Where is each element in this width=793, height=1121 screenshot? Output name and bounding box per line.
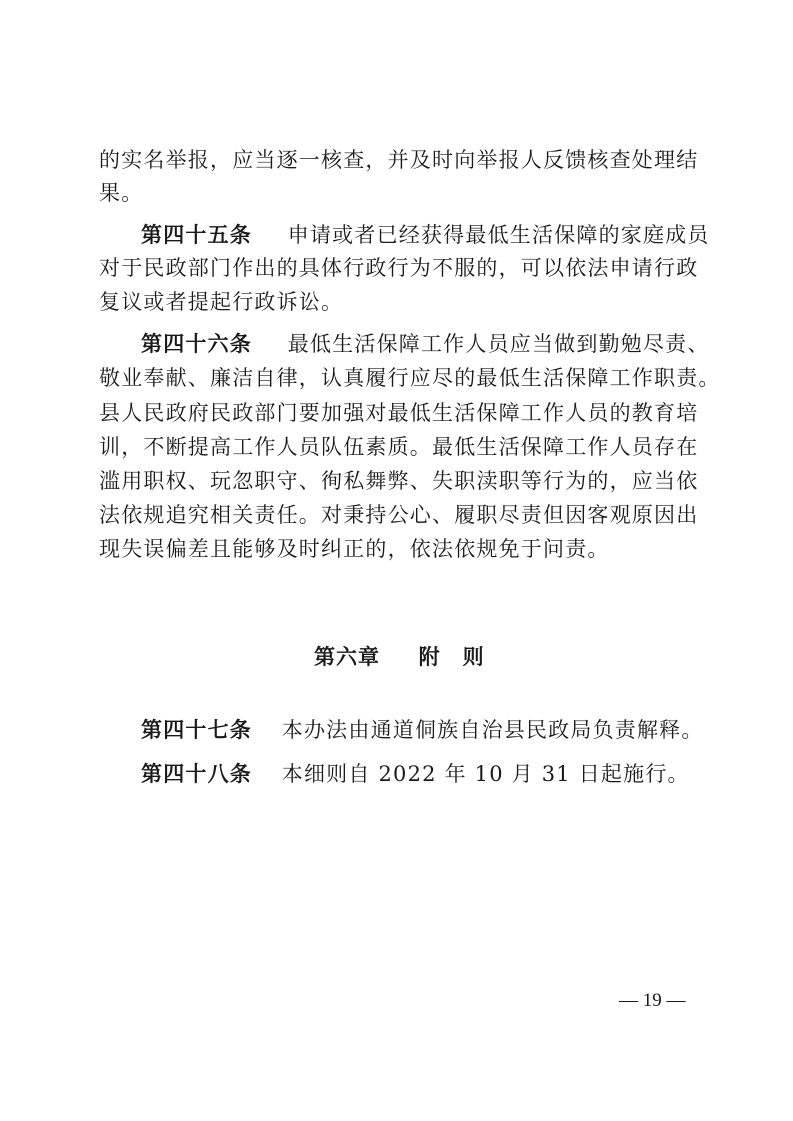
paragraph-line: 滥用职权、玩忽职守、徇私舞弊、失职渎职等行为的，应当依 xyxy=(99,469,699,493)
article-heading: 第四十六条 xyxy=(141,332,252,356)
article-heading: 第四十七条 xyxy=(141,718,252,742)
article-47-line xyxy=(141,718,704,742)
paragraph-line: 对于民政部门作出的具体行政行为不服的，可以依法申请行政 xyxy=(99,256,699,280)
article-text: 本细则自 2022 年 10 月 31 日起施行。 xyxy=(281,762,690,786)
article-48-line xyxy=(141,762,690,786)
page-number: — 19 — xyxy=(619,990,686,1011)
article-45-first-line xyxy=(141,223,710,247)
article-heading: 第四十五条 xyxy=(141,223,252,247)
article-text: 本办法由通道侗族自治县民政局负责解释。 xyxy=(281,718,704,742)
chapter-number: 第六章 xyxy=(314,645,380,669)
chapter-heading xyxy=(314,645,485,669)
article-46-first-line xyxy=(141,332,710,356)
paragraph-line: 法依规追究相关责任。对秉持公心、履职尽责但因客观原因出 xyxy=(99,503,699,527)
paragraph-line: 的实名举报，应当逐一核查，并及时向举报人反馈核查处理结 xyxy=(99,148,699,172)
chapter-title: 附 则 xyxy=(418,645,485,669)
paragraph-line: 复议或者提起行政诉讼。 xyxy=(99,290,344,314)
article-text: 申请或者已经获得最低生活保障的家庭成员 xyxy=(287,223,710,247)
paragraph-line: 训，不断提高工作人员队伍素质。最低生活保障工作人员存在 xyxy=(99,435,699,459)
paragraph-line: 现失误偏差且能够及时纠正的，依法依规免于问责。 xyxy=(99,537,610,561)
article-text: 最低生活保障工作人员应当做到勤勉尽责、 xyxy=(287,332,710,356)
article-heading: 第四十八条 xyxy=(141,762,252,786)
paragraph-line: 果。 xyxy=(99,181,144,205)
paragraph-line: 县人民政府民政部门要加强对最低生活保障工作人员的教育培 xyxy=(99,401,699,425)
paragraph-line: 敬业奉献、廉洁自律，认真履行应尽的最低生活保障工作职责。 xyxy=(99,366,721,390)
